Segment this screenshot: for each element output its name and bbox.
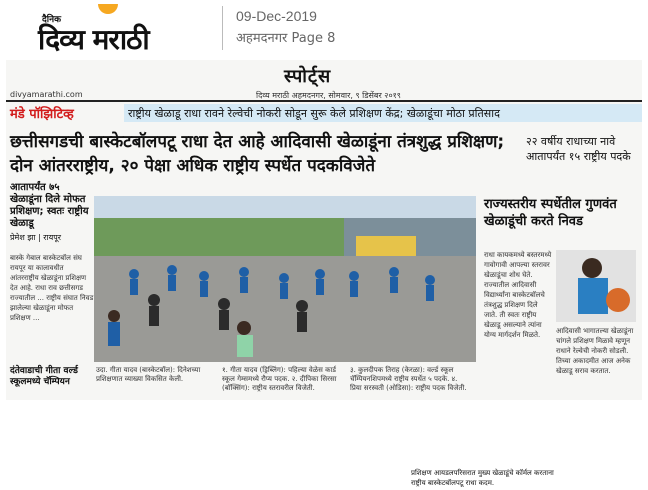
page-folio: दिव्य मराठी अहमदनगर, सोमवार, ९ डिसेंबर २०१९ (256, 91, 401, 100)
achievers-col-3: ३. कुलदीपक तिराह (केरळा): वर्ल्ड स्कूल चॅम्पियनशिपमध्ये राष्ट्रीय स्पर्धेत ५ पदके. ४. प्रिया सरस्वती (ओडिसा): राष्ट्रीय पदक विजेती. (350, 366, 467, 392)
side-headline: २२ वर्षीय राधाच्या नावे आतापर्यंत १५ राष्ट्रीय पदके (526, 135, 631, 163)
left-column (10, 182, 94, 400)
logo-text: दिव्य मराठी (38, 23, 149, 56)
logo-small-text: दैनिक (42, 15, 62, 25)
left-box-headline: आतापर्यंत ७५ खेळाडूंना दिले मोफत प्रशिक्षण; स्वतः राष्ट्रीय खेळाडू (10, 182, 89, 229)
photo-caption: प्रशिक्षण आयडलपरिसरात मुख्य खेळाडूंचे कॉर्मल करताना राष्ट्रीय बास्केटबॉलपटू राधा कदम. (408, 466, 560, 490)
section-title: स्पोर्ट्स (284, 66, 332, 87)
achievers-col-2: १. गीता यादव (ड्रिब्लिंग): पहिल्या वेळेस कार्ड स्कूल गेम्समध्ये रौप्य पदक. २. दीपिका सिरसा (बॉक्सिंग): राष्ट्रीय स्तरावरील विजेती. (222, 366, 337, 392)
issue-date: 09-Dec-2019 (236, 8, 317, 24)
sun-icon (98, 4, 118, 14)
kicker-label: मंडे पॉझिटिव्ह (10, 107, 74, 122)
edition-page: अहमदनगर Page 8 (236, 31, 336, 46)
header-rule (6, 100, 642, 102)
masthead-divider (222, 6, 223, 50)
player-image (556, 250, 636, 322)
right-body-text: राधा कायकमध्ये बस्तरमध्ये गावोगावी आपल्या स्तरावर खेळाडूंचा शोध घेते. राज्यातील आदिवासी विद्यार्थ्यांना बास्केटबॉलचे तंत्रशुद्ध प्रशिक्षण दिले जाते. ती स्वतः राष्ट्रीय खेळाडू असल्याने त्यांना योग्य मार्गदर्शन मिळते. (484, 251, 552, 339)
main-headline: छत्तीसगडची बास्केटबॉलपटू राधा देत आहे आदिवासी खेळाडूंना तंत्रशुद्ध प्रशिक्षण; दोन आंतरराष्ट्रीय, २० पेक्षा अधिक राष्ट्रीय स्पर्धेत पदकविजेते (10, 132, 505, 176)
right-headline: राज्यस्तरीय स्पर्धेतील गुणवंत खेळाडूंची करते निवड (484, 197, 617, 229)
kicker-row (6, 104, 642, 122)
byline: प्रेमेश झा | रायपूर (10, 233, 62, 242)
strap-line: राष्ट्रीय खेळाडू राधा रावने रेल्वेची नोकरी सोडून सुरू केले प्रशिक्षण केंद्र; खेळाडूंचा मोठा प्रतिसाद (124, 104, 642, 122)
achievers-col-1: उदा. गीता यादव (बास्केटबॉल): दिनेशच्या प्रशिक्षणात व्याख्या विकसित केली. (96, 366, 201, 383)
left-body-text: बास्के गेबाल बास्केटबॉल संघ रायपूर या कालावधीत आंतरराष्ट्रीय खेळाडूंना प्रशिक्षण देत आहे. राधा राव छत्तीसगड राज्यातील ... राष्ट्रीय संघात निवड झालेल्या खेळाडूंना मोफत प्रशिक्षण ... (10, 254, 94, 322)
masthead (0, 0, 648, 60)
right-body-text-2: आदिवासी भागातल्या खेळाडूंना चांगले प्रशिक्षण मिळावे म्हणून राधाने रेल्वेची नोकरी सोडली. तिच्या अकादमीत आज अनेक खेळाडू सराव करतात. (556, 327, 634, 375)
site-url: divyamarathi.com (10, 90, 83, 99)
player-photo (556, 250, 636, 322)
achievers-strip (94, 364, 476, 400)
newspaper-page (6, 60, 642, 487)
left-subhead: दंतेवाडाची गीता वर्ल्ड स्कूलमध्ये चॅम्पियन (10, 366, 78, 387)
basketball-training-photo (94, 196, 476, 362)
